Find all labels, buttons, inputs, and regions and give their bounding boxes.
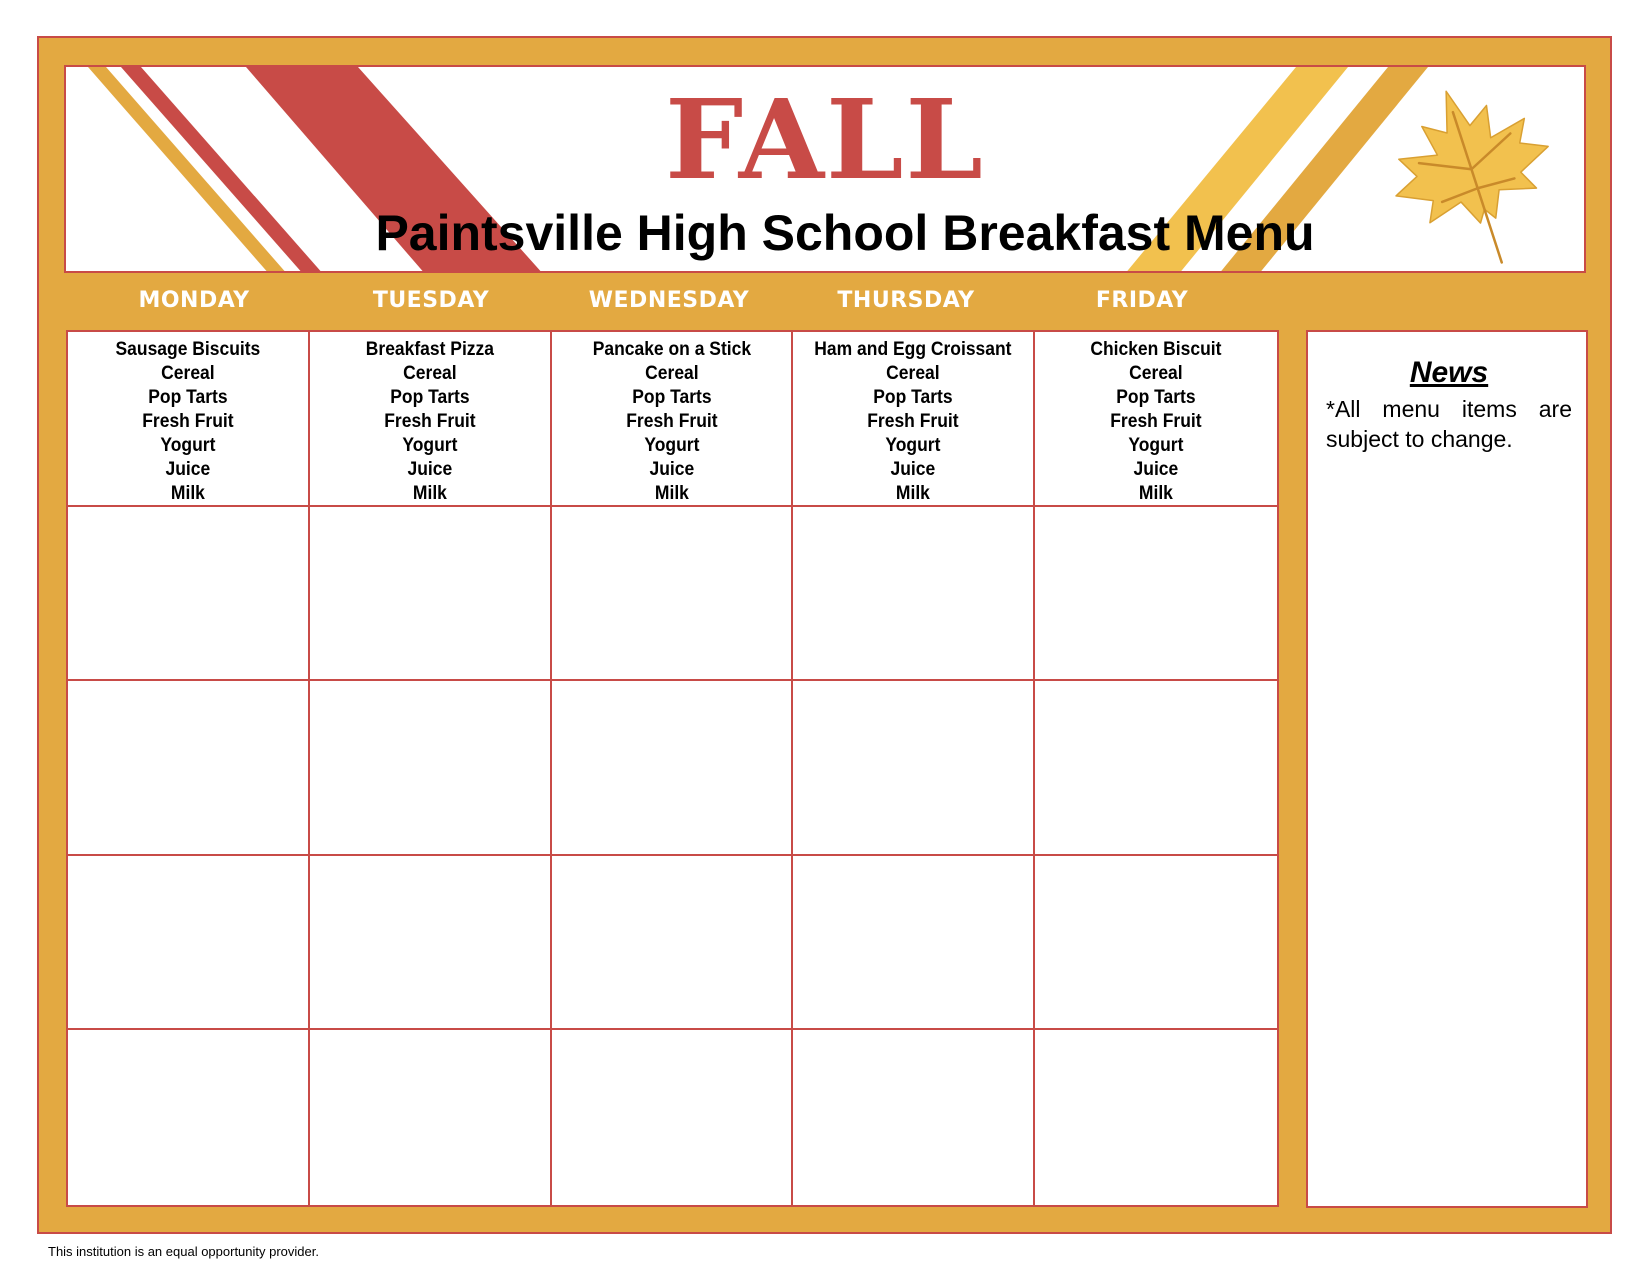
menu-item: Fresh Fruit [142, 411, 234, 432]
day-header-monday: MONDAY [138, 288, 250, 313]
menu-day-cell [310, 681, 552, 856]
maple-leaf-icon [1381, 79, 1566, 269]
menu-day-cell [793, 681, 1035, 856]
menu-day-cell [68, 332, 310, 507]
menu-item: Cereal [402, 363, 457, 384]
header-banner [64, 65, 1586, 273]
menu-day-cell [68, 507, 310, 682]
menu-item: Breakfast Pizza [365, 339, 494, 360]
menu-item: Yogurt [643, 435, 699, 456]
menu-item: Fresh Fruit [384, 411, 476, 432]
menu-day-cell [68, 681, 310, 856]
menu-day-cell [552, 681, 794, 856]
day-header-friday: FRIDAY [1095, 288, 1189, 313]
menu-day-cell [793, 332, 1035, 507]
menu-calendar-grid [66, 330, 1279, 1207]
menu-item: Cereal [1129, 363, 1183, 384]
menu-day-cell [310, 332, 552, 507]
menu-item: Pop Tarts [1116, 387, 1196, 408]
menu-day-cell [552, 507, 794, 682]
day-header-tuesday: TUESDAY [372, 288, 490, 313]
menu-day-cell [552, 1030, 794, 1205]
day-header-wednesday: WEDNESDAY [588, 288, 750, 313]
menu-item: Cereal [644, 363, 699, 384]
menu-day-cell [310, 1030, 552, 1205]
menu-item: Juice [890, 459, 936, 480]
menu-day-cell [1035, 507, 1277, 682]
menu-item: Juice [649, 459, 694, 480]
menu-item: Fresh Fruit [1110, 411, 1202, 432]
footer-disclaimer: This institution is an equal opportunity provider. [48, 1244, 319, 1259]
menu-day-cell [793, 507, 1035, 682]
menu-item: Pop Tarts [631, 387, 712, 408]
menu-day-cell [1035, 681, 1277, 856]
season-title: FALL [665, 75, 985, 204]
menu-item: Sausage Biscuits [115, 339, 261, 360]
menu-item: Pancake on a Stick [592, 339, 751, 360]
menu-item: Pop Tarts [873, 387, 953, 408]
menu-item: Milk [896, 483, 931, 504]
menu-day-cell [1035, 856, 1277, 1031]
menu-item: Juice [407, 459, 453, 480]
menu-day-cell [68, 1030, 310, 1205]
menu-day-cell [68, 856, 310, 1031]
menu-item: Milk [412, 483, 447, 504]
menu-day-cell [310, 507, 552, 682]
menu-item: Milk [1139, 483, 1174, 504]
menu-item: Pop Tarts [390, 387, 470, 408]
menu-item: Juice [165, 459, 211, 480]
day-header-thursday: THURSDAY [837, 288, 975, 313]
menu-item: Yogurt [160, 435, 216, 456]
menu-day-cell [552, 332, 794, 507]
menu-day-cell [793, 1030, 1035, 1205]
menu-item: Chicken Biscuit [1090, 339, 1222, 360]
menu-day-cell [552, 856, 794, 1031]
menu-item: Pop Tarts [148, 387, 228, 408]
menu-item: Yogurt [402, 435, 458, 456]
menu-item: Milk [170, 483, 205, 504]
menu-day-cell [1035, 332, 1277, 507]
menu-item: Milk [654, 483, 689, 504]
menu-item: Yogurt [885, 435, 941, 456]
menu-item: Ham and Egg Croissant [814, 339, 1012, 360]
news-title: News [1409, 356, 1489, 389]
menu-item: Cereal [161, 363, 215, 384]
menu-day-cell [310, 856, 552, 1031]
menu-item: Fresh Fruit [867, 411, 959, 432]
menu-item: Fresh Fruit [625, 411, 718, 432]
menu-item: Yogurt [1128, 435, 1184, 456]
menu-day-cell [1035, 1030, 1277, 1205]
news-body: *All menu items are subject to change. [1326, 396, 1572, 452]
menu-day-cell [793, 856, 1035, 1031]
menu-item: Juice [1133, 459, 1179, 480]
school-title: Paintsville High School Breakfast Menu [375, 205, 1315, 261]
news-panel [1306, 330, 1588, 1208]
menu-item: Cereal [886, 363, 941, 384]
